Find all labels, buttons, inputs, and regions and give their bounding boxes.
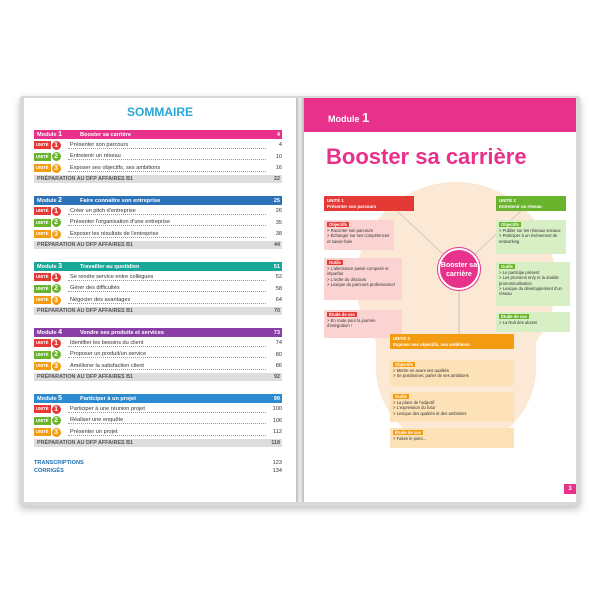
unit2-box <box>496 196 566 211</box>
unit1-title: Présenter son parcours <box>327 203 377 209</box>
unit-badge-label: UNITÉ <box>36 429 49 434</box>
unit-badge <box>34 339 68 348</box>
unit3-title: Exposer ses objectifs, ses ambitions <box>393 341 470 347</box>
unit3-etude-text: > Faites le point... <box>393 436 427 442</box>
unit-badge-label: UNITÉ <box>36 285 49 291</box>
unit-badge-label: UNITÉ <box>36 208 49 213</box>
toc-unit-page: 26 <box>275 208 282 214</box>
unit2-objectifs <box>496 220 566 254</box>
unit2-outils-heading: Outils <box>501 264 513 269</box>
toc-unit-page: 35 <box>275 219 282 226</box>
unit1-outils <box>324 258 402 300</box>
toc-module-page: 4 <box>276 131 280 138</box>
module-title: Booster sa carrière <box>326 144 527 169</box>
toc-module-bar[interactable] <box>34 394 282 403</box>
left-page <box>24 98 296 502</box>
sommaire-title: SOMMAIRE <box>127 105 193 119</box>
toc-module-5 <box>34 394 282 447</box>
unit1-etude-heading: Étude de cas <box>329 312 355 317</box>
unit1-etude-text: > En route pour la journée d'intégration ! <box>327 318 376 329</box>
toc-unit-title: Participer à une réunion projet <box>68 406 266 413</box>
unit-badge-label: UNITÉ <box>36 142 49 147</box>
unit-badge <box>34 296 68 305</box>
toc-prep-title: PRÉPARATION AU DFP AFFAIRES B1 <box>37 241 134 248</box>
toc-corriges-title: CORRIGÉS <box>34 468 64 474</box>
unit-badge <box>34 428 68 437</box>
open-book <box>20 96 580 506</box>
unit1-box <box>324 196 414 211</box>
unit-badge-label: UNITÉ <box>36 340 49 345</box>
toc-unit-title: Présenter l'organisation d'une entreprise <box>68 219 266 226</box>
unit2-label: UNITÉ 2 <box>499 198 516 203</box>
unit1-label: UNITÉ 1 <box>327 198 344 203</box>
toc-unit-title: Créer un pitch d'entreprise <box>68 208 266 215</box>
toc-transcriptions[interactable] <box>34 460 282 466</box>
toc-prep-title: PRÉPARATION AU DFP AFFAIRES B1 <box>37 175 134 182</box>
unit-badge-label: UNITÉ <box>36 153 49 159</box>
toc-module-page: 25 <box>273 197 280 204</box>
unit2-outils-text: > Le participe présent > Les pronoms en/y et la double pronominalisation > Lexique du développement d'un réseau <box>499 270 562 297</box>
toc-unit-row[interactable] <box>34 229 282 240</box>
toc-prep-title: PRÉPARATION AU DFP AFFAIRES B1 <box>37 373 134 380</box>
center-bubble: Booster sa carrière <box>438 248 480 290</box>
unit-badge <box>34 416 68 425</box>
unit1-objectifs-heading: Objectifs <box>329 222 347 227</box>
unit-badge-number: 2 <box>52 218 61 227</box>
unit2-etude-text: > La Nuit des alumni <box>499 320 538 326</box>
toc-unit-row[interactable] <box>34 217 282 228</box>
toc-prep-row[interactable] <box>34 439 282 447</box>
toc-module-4 <box>34 328 282 381</box>
toc-unit-row[interactable] <box>34 361 282 372</box>
unit1-outils-text: > L'alternance passé composé et imparfait > L'ordre du discours > Lexique du parcours professionnel <box>327 266 395 287</box>
unit-badge-label: UNITÉ <box>36 406 49 411</box>
toc-transcriptions-title: TRANSCRIPTIONS <box>34 460 84 466</box>
unit-badge-number: 1 <box>52 339 61 348</box>
toc-module-title: Booster sa carrière <box>80 131 131 138</box>
unit-badge-number: 1 <box>52 207 61 216</box>
toc-corriges-page: 134 <box>272 468 282 474</box>
toc-unit-row[interactable] <box>34 163 282 174</box>
unit-badge-label: UNITÉ <box>36 274 49 279</box>
toc-unit-row[interactable] <box>34 295 282 306</box>
toc-unit-row[interactable] <box>34 349 282 360</box>
toc-prep-title: PRÉPARATION AU DFP AFFAIRES B1 <box>37 439 134 446</box>
toc-unit-title: Améliorer la satisfaction client <box>68 363 266 370</box>
toc-unit-page: 112 <box>273 429 282 435</box>
toc-unit-row[interactable] <box>34 283 282 294</box>
book-spine <box>296 98 304 502</box>
unit-badge <box>34 362 68 371</box>
toc-unit-page: 106 <box>272 417 282 424</box>
toc-module-bar[interactable] <box>34 196 282 205</box>
toc-module-bar[interactable] <box>34 262 282 271</box>
unit3-label: UNITÉ 3 <box>393 336 410 341</box>
toc-module-page: 51 <box>273 263 280 270</box>
unit-badge-number: 3 <box>52 296 61 305</box>
toc-module-title: Participer à un projet <box>80 395 136 402</box>
toc-unit-title: Présenter son parcours <box>68 142 266 149</box>
unit3-outils-text: > La place de l'adjectif > L'expression du futur > Lexique des qualités et des ambitions <box>393 400 467 416</box>
toc-prep-page: 44 <box>274 241 280 248</box>
toc-module-bar[interactable] <box>34 130 282 139</box>
unit3-objectifs-text: > Mettre en avant ses qualités > Se positionner, parler de ses ambitions <box>393 368 469 379</box>
toc-module-label: Module 3 <box>37 263 63 270</box>
toc-module-2 <box>34 196 282 249</box>
toc-prep-page: 92 <box>274 373 280 380</box>
unit-badge <box>34 164 68 173</box>
toc-module-title: Vendre ses produits et services <box>80 329 164 336</box>
unit-badge-number: 1 <box>52 273 61 282</box>
toc-unit-page: 38 <box>275 231 282 237</box>
toc-unit-title: Réaliser une enquête <box>68 417 266 424</box>
toc-corriges[interactable] <box>34 468 282 474</box>
toc-unit-page: 52 <box>275 274 282 280</box>
toc-unit-row[interactable] <box>34 338 282 349</box>
toc-module-3 <box>34 262 282 315</box>
unit-badge <box>34 218 68 227</box>
right-page <box>304 98 576 502</box>
unit-badge-label: UNITÉ <box>36 231 49 236</box>
unit-badge-number: 3 <box>52 362 61 371</box>
toc-module-1 <box>34 130 282 183</box>
toc-prep-row[interactable] <box>34 241 282 249</box>
unit-badge-label: UNITÉ <box>36 297 49 302</box>
unit3-objectifs <box>390 360 514 386</box>
unit-badge-number: 2 <box>52 152 61 161</box>
toc-module-label: Module 4 <box>37 329 63 336</box>
unit2-etude-heading: Étude de cas <box>501 314 527 319</box>
unit-badge-label: UNITÉ <box>36 351 49 357</box>
toc-module-page: 99 <box>273 395 280 402</box>
toc-unit-title: Présenter un projet <box>68 429 266 436</box>
unit-badge-number: 3 <box>52 164 61 173</box>
unit3-etude-heading: Étude de cas <box>395 430 421 435</box>
toc-unit-page: 10 <box>275 153 282 160</box>
toc-unit-title: Négocier des avantages <box>68 297 266 304</box>
unit-badge-label: UNITÉ <box>36 363 49 368</box>
toc-module-page: 73 <box>273 329 280 336</box>
unit-badge-number: 2 <box>52 416 61 425</box>
unit1-outils-heading: Outils <box>329 260 341 265</box>
toc-unit-page: 4 <box>278 142 282 148</box>
unit-badge-number: 1 <box>52 405 61 414</box>
toc-unit-page: 74 <box>275 340 282 346</box>
unit1-objectifs-text: > Raconter son parcours > Échanger sur ses compétences et savoir-faire <box>327 228 390 244</box>
toc-unit-title: Gérer des difficultés <box>68 285 266 292</box>
toc-unit-page: 58 <box>275 285 282 292</box>
unit2-etude <box>496 312 570 332</box>
unit3-outils <box>390 392 514 422</box>
unit-badge <box>34 230 68 239</box>
toc-unit-row[interactable] <box>34 206 282 217</box>
toc-unit-page: 80 <box>275 351 282 358</box>
unit3-outils-heading: Outils <box>395 394 407 399</box>
toc-prep-row[interactable] <box>34 373 282 381</box>
toc-unit-row[interactable] <box>34 427 282 438</box>
unit3-box <box>390 334 514 349</box>
unit-badge-number: 2 <box>52 350 61 359</box>
toc-unit-page: 100 <box>272 406 282 412</box>
toc-unit-row[interactable] <box>34 140 282 151</box>
unit-badge-number: 3 <box>52 230 61 239</box>
toc-unit-title: Proposer un produit/un service <box>68 351 266 358</box>
toc-unit-title: Identifier les besoins du client <box>68 340 266 347</box>
toc-prep-page: 118 <box>271 439 280 446</box>
unit-badge-number: 1 <box>52 141 61 150</box>
unit2-outils <box>496 262 570 306</box>
toc-prep-row[interactable] <box>34 307 282 315</box>
toc-unit-page: 16 <box>275 165 282 171</box>
unit3-etude <box>390 428 514 448</box>
toc-module-label: Module 2 <box>37 197 63 204</box>
module-label: Module 1 <box>328 110 370 125</box>
toc-unit-row[interactable] <box>34 151 282 162</box>
toc-unit-page: 64 <box>275 297 282 303</box>
unit2-title: Entretenir un réseau <box>499 203 542 209</box>
toc-prep-page: 22 <box>274 175 280 182</box>
toc-prep-title: PRÉPARATION AU DFP AFFAIRES B1 <box>37 307 134 314</box>
unit-badge <box>34 152 68 161</box>
unit-badge <box>34 273 68 282</box>
unit-badge <box>34 141 68 150</box>
toc-module-label: Module 5 <box>37 395 63 402</box>
toc-transcriptions-page: 123 <box>272 460 282 466</box>
unit-badge-number: 3 <box>52 428 61 437</box>
toc-unit-row[interactable] <box>34 272 282 283</box>
toc-prep-page: 70 <box>274 307 280 314</box>
toc-unit-title: Exposer ses objectifs, ses ambitions <box>68 165 266 172</box>
unit3-objectifs-heading: Objectifs <box>395 362 413 367</box>
unit2-objectifs-text: > Publier sur les réseaux sociaux > Participer à un événement de networking <box>499 228 561 244</box>
unit-badge <box>34 207 68 216</box>
toc-module-title: Travailler au quotidien <box>80 263 140 270</box>
unit1-objectifs <box>324 220 394 250</box>
toc-module-label: Module 1 <box>37 131 63 138</box>
toc-unit-row[interactable] <box>34 404 282 415</box>
toc-module-bar[interactable] <box>34 328 282 337</box>
unit-badge <box>34 405 68 414</box>
unit-badge-label: UNITÉ <box>36 165 49 170</box>
toc-unit-title: Entretenir un réseau <box>68 153 266 160</box>
toc-module-title: Faire connaître son entreprise <box>80 197 161 204</box>
unit-badge-label: UNITÉ <box>36 219 49 225</box>
page-number: 3 <box>564 484 576 494</box>
toc-unit-row[interactable] <box>34 415 282 426</box>
unit2-objectifs-heading: Objectifs <box>501 222 519 227</box>
unit-badge <box>34 350 68 359</box>
toc-unit-title: Se rendre service entre collègues <box>68 274 266 281</box>
toc-unit-title: Exposer les résultats de l'entreprise <box>68 231 266 238</box>
unit-badge-number: 2 <box>52 284 61 293</box>
toc-unit-page: 86 <box>275 363 282 369</box>
toc-prep-row[interactable] <box>34 175 282 183</box>
unit-badge <box>34 284 68 293</box>
unit-badge-label: UNITÉ <box>36 417 49 423</box>
